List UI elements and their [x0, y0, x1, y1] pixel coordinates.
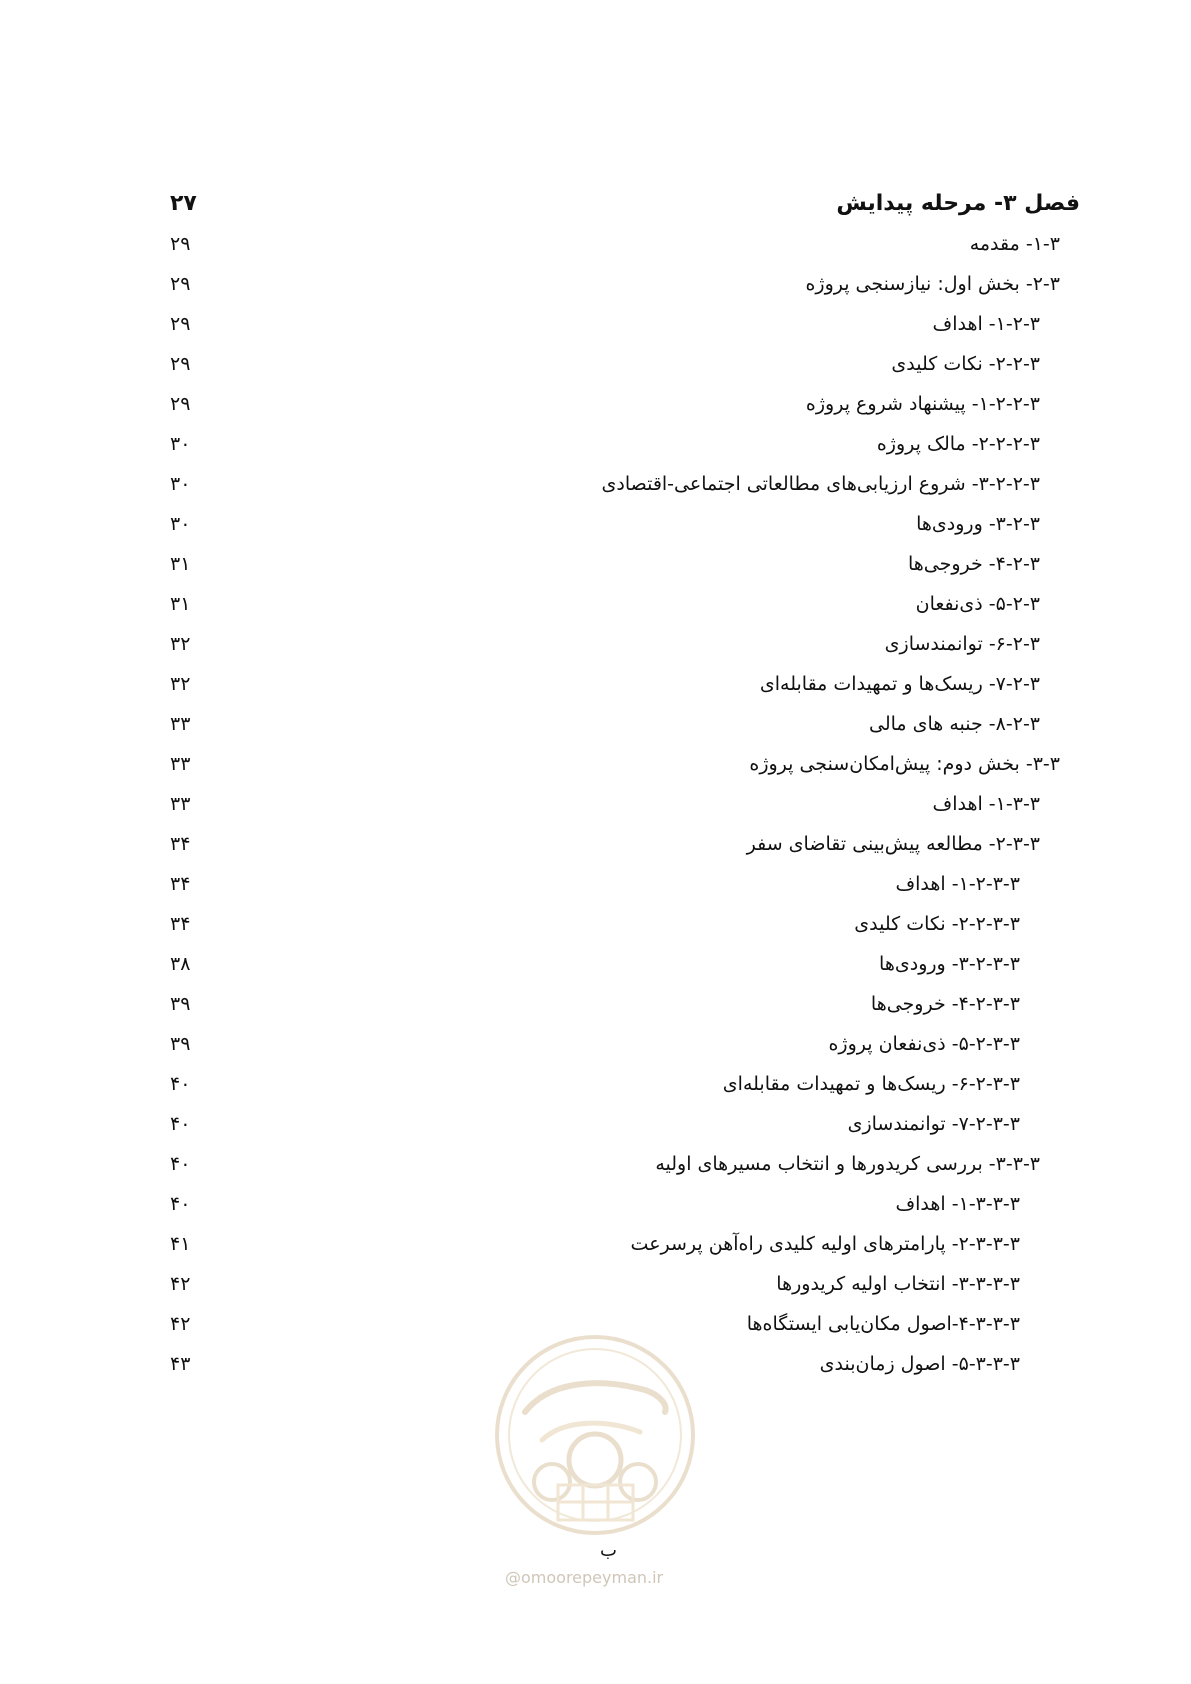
toc-row[interactable] — [170, 744, 1080, 784]
toc-row[interactable] — [170, 704, 1080, 744]
toc-entry-title: ۲-۲-۳-۳- نکات کلیدی — [854, 913, 1020, 935]
toc-entry-page: ۳۳ — [170, 793, 191, 815]
toc-entry-title: ۴-۲-۳- خروجی‌ها — [907, 553, 1040, 575]
toc-entry-page: ۳۹ — [170, 993, 191, 1015]
toc-row[interactable] — [170, 544, 1080, 584]
toc-entry-title: ۱-۲-۲-۳- پیشنهاد شروع پروژه — [805, 393, 1040, 415]
toc-entry-title: ۱-۳-۳-۳- اهداف — [895, 1193, 1020, 1215]
toc-entry-page: ۳۰ — [170, 473, 191, 495]
toc-entry-page: ۲۹ — [170, 313, 191, 335]
toc-row[interactable] — [170, 904, 1080, 944]
toc-entry-page: ۳۴ — [170, 913, 191, 935]
toc-entry-title: ۱-۳-۳- اهداف — [932, 793, 1040, 815]
toc-row[interactable] — [170, 1144, 1080, 1184]
toc-entry-title: ۷-۲-۳-۳- توانمندسازی — [847, 1113, 1020, 1135]
toc-entry-page: ۳۲ — [170, 673, 191, 695]
toc-entry-title: ۲-۳-۳-۳- پارامترهای اولیه کلیدی راه‌آهن پرسرعت — [630, 1233, 1020, 1255]
toc-row[interactable] — [170, 344, 1080, 384]
toc-entry-page: ۳۱ — [170, 593, 191, 615]
toc-entry-title: ۱-۳- مقدمه — [969, 233, 1060, 255]
toc-row[interactable] — [170, 184, 1080, 224]
toc-entry-title: فصل ۳- مرحله پیدایش — [836, 191, 1080, 216]
toc-entry-page: ۳۲ — [170, 633, 191, 655]
toc-row[interactable] — [170, 984, 1080, 1024]
toc-row[interactable] — [170, 1064, 1080, 1104]
toc-row[interactable] — [170, 224, 1080, 264]
toc-entry-title: ۴-۲-۳-۳- خروجی‌ها — [870, 993, 1020, 1015]
toc-row[interactable] — [170, 664, 1080, 704]
toc-entry-page: ۴۳ — [170, 1353, 191, 1375]
toc-row[interactable] — [170, 864, 1080, 904]
toc-entry-title: ۲-۳-۳- مطالعه پیش‌بینی تقاضای سفر — [746, 833, 1040, 855]
toc-row[interactable] — [170, 1104, 1080, 1144]
toc-entry-page: ۳۱ — [170, 553, 191, 575]
toc-entry-title: ۳-۳-۳- بررسی کریدورها و انتخاب مسیرهای اولیه — [655, 1153, 1040, 1175]
toc-entry-title: ۳-۲-۳- ورودی‌ها — [916, 513, 1040, 535]
toc-row[interactable] — [170, 624, 1080, 664]
toc-entry-title: ۸-۲-۳- جنبه های مالی — [869, 713, 1040, 735]
toc-row[interactable] — [170, 464, 1080, 504]
toc-entry-title: ۶-۲-۳- توانمندسازی — [884, 633, 1040, 655]
toc-entry-page: ۴۲ — [170, 1273, 191, 1295]
toc-entry-title: ۳-۲-۲-۳- شروع ارزیابی‌های مطالعاتی اجتماعی-اقتصادی — [601, 473, 1040, 495]
toc-entry-title: ۴-۳-۳-۳-اصول مکان‌یابی ایستگاه‌ها — [746, 1313, 1020, 1335]
toc-entry-page: ۳۴ — [170, 833, 191, 855]
toc-entry-title: ۵-۲-۳-۳- ذی‌نفعان پروژه — [828, 1033, 1020, 1055]
toc-row[interactable] — [170, 1264, 1080, 1304]
toc-row[interactable] — [170, 784, 1080, 824]
toc-entry-page: ۳۸ — [170, 953, 191, 975]
page-number: ب — [600, 1540, 617, 1561]
toc-entry-page: ۳۰ — [170, 513, 191, 535]
toc-entry-page: ۲۹ — [170, 393, 191, 415]
toc-entry-title: ۱-۲-۳- اهداف — [932, 313, 1040, 335]
toc-entry-page: ۲۷ — [170, 191, 197, 216]
toc-row[interactable] — [170, 504, 1080, 544]
toc-entry-page: ۲۹ — [170, 353, 191, 375]
toc-row[interactable] — [170, 1024, 1080, 1064]
toc-entry-page: ۴۰ — [170, 1073, 191, 1095]
toc-entry-title: ۳-۳-۳-۳- انتخاب اولیه کریدورها — [776, 1273, 1020, 1295]
toc-entry-page: ۲۹ — [170, 273, 191, 295]
toc-row[interactable] — [170, 424, 1080, 464]
toc-entry-page: ۳۴ — [170, 873, 191, 895]
toc-entry-title: ۷-۲-۳- ریسک‌ها و تمهیدات مقابله‌ای — [759, 673, 1040, 695]
toc-row[interactable] — [170, 1184, 1080, 1224]
toc-entry-page: ۴۲ — [170, 1313, 191, 1335]
toc-row[interactable] — [170, 944, 1080, 984]
toc-entry-title: ۲-۲-۳- نکات کلیدی — [891, 353, 1040, 375]
toc-entry-page: ۲۹ — [170, 233, 191, 255]
toc-row[interactable] — [170, 824, 1080, 864]
toc-entry-page: ۳۹ — [170, 1033, 191, 1055]
watermark-logo-icon — [480, 1320, 710, 1550]
toc-row[interactable] — [170, 384, 1080, 424]
toc-row[interactable] — [170, 304, 1080, 344]
toc-entry-title: ۱-۲-۳-۳- اهداف — [895, 873, 1020, 895]
toc-entry-title: ۲-۲-۲-۳- مالک پروژه — [876, 433, 1040, 455]
toc-entry-title: ۵-۲-۳- ذی‌نفعان — [915, 593, 1040, 615]
toc-entry-page: ۳۳ — [170, 753, 191, 775]
toc-row[interactable] — [170, 1224, 1080, 1264]
toc-row[interactable] — [170, 584, 1080, 624]
toc-entry-title: ۳-۳- بخش دوم: پیش‌امکان‌سنجی پروژه — [749, 753, 1060, 775]
toc-entry-page: ۳۰ — [170, 433, 191, 455]
toc-entry-page: ۴۰ — [170, 1113, 191, 1135]
toc-entry-page: ۴۱ — [170, 1233, 191, 1255]
toc-entry-title: ۳-۲-۳-۳- ورودی‌ها — [879, 953, 1020, 975]
toc-entry-page: ۴۰ — [170, 1153, 191, 1175]
toc-row[interactable] — [170, 264, 1080, 304]
toc-entry-title: ۲-۳- بخش اول: نیازسنجی پروژه — [805, 273, 1060, 295]
toc-entry-page: ۴۰ — [170, 1193, 191, 1215]
toc-entry-title: ۶-۲-۳-۳- ریسک‌ها و تمهیدات مقابله‌ای — [722, 1073, 1020, 1095]
toc-entry-title: ۵-۳-۳-۳- اصول زمان‌بندی — [819, 1353, 1020, 1375]
watermark-site: @omoorepeyman.ir — [505, 1568, 664, 1587]
toc-entry-page: ۳۳ — [170, 713, 191, 735]
